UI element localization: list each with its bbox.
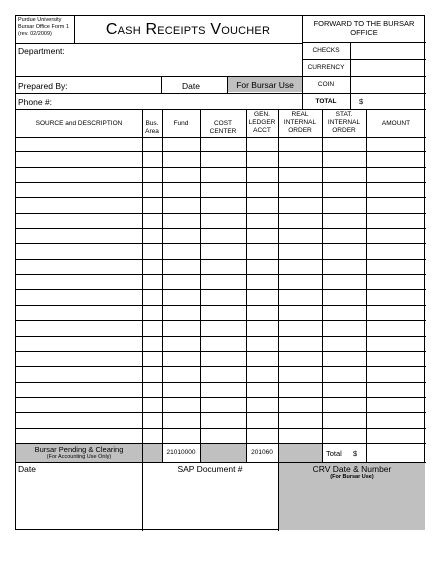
footer-date-label: Date [18,464,36,474]
checks-input[interactable] [352,44,424,58]
table-row[interactable] [16,291,426,306]
line-items-table [16,137,426,444]
table-row[interactable] [16,214,426,229]
col-cost-center: COST CENTER [209,120,237,135]
crv-box [279,463,425,530]
table-row[interactable] [16,337,426,352]
department-input[interactable] [68,44,298,74]
bursar-pending-sublabel: (For Accounting Use Only) [46,454,112,460]
total-label: TOTAL [315,98,337,105]
table-row[interactable] [16,306,426,321]
org-name: Purdue University [18,17,62,23]
col-bus-area: Bus. Area [145,120,159,135]
checks-label: CHECKS [312,47,340,54]
table-row[interactable] [16,183,426,198]
table-row[interactable] [16,352,426,367]
footer-dollar-sign: $ [353,449,358,458]
department-label: Department: [18,46,65,56]
table-row[interactable] [16,244,426,259]
form-title [74,21,302,39]
col-stat-order: STAT. INTERNAL ORDER [327,111,361,134]
table-row[interactable] [16,229,426,244]
phone-input[interactable] [56,94,296,108]
footer-total-label: Total [326,449,342,458]
table-row[interactable] [16,152,426,167]
col-real-order: REAL INTERNAL ORDER [283,111,317,134]
cash-receipts-voucher-form [15,15,425,530]
form-number: Bursar Office Form 1 [18,24,69,30]
crv-label: CRV Date & Number [312,464,392,474]
crv-sublabel: (For Bursar Use) [330,474,374,480]
table-row[interactable] [16,260,426,275]
bursar-pending-label: Bursar Pending & Clearing [34,445,124,454]
date-label: Date [182,81,200,91]
footer-total-input[interactable] [368,446,424,460]
forward-to: FORWARD TO THE BURSAR OFFICE [313,19,415,37]
org-info [18,17,74,38]
col-fund: Fund [173,120,189,127]
col-source-description: SOURCE and DESCRIPTION [35,120,123,127]
table-row[interactable] [16,367,426,382]
table-row[interactable] [16,413,426,428]
pending-ledger-value: 201060 [251,449,273,456]
for-bursar-use-box: For Bursar Use [228,77,302,92]
form-title-text: Cash Receipts Voucher [105,21,271,38]
prepared-by-input[interactable] [71,78,159,92]
table-row[interactable] [16,429,426,444]
prepared-by-label: Prepared By: [18,81,68,91]
total-input[interactable] [368,95,424,109]
phone-label: Phone #: [18,97,53,107]
pending-real-order-cell [279,444,322,462]
revision-date: (rev. 02/2009) [18,31,52,37]
coin-input[interactable] [352,78,424,92]
coin-label: COIN [317,81,335,88]
table-row[interactable] [16,383,426,398]
table-row[interactable] [16,398,426,413]
table-row[interactable] [16,321,426,336]
bursar-pending-box [16,444,142,462]
table-row[interactable] [16,198,426,213]
table-row[interactable] [16,137,426,152]
table-row[interactable] [16,275,426,290]
pending-fund-value: 21010000 [166,449,196,456]
currency-input[interactable] [352,61,424,75]
col-gen-ledger: GEN. LEDGER ACCT [248,111,276,134]
col-amount: AMOUNT [381,120,411,127]
pending-bus-area-cell [143,444,162,462]
pending-cost-center-cell [201,444,246,462]
sap-document-label: SAP Document # [177,464,243,474]
currency-label: CURRENCY [307,64,345,71]
table-row[interactable] [16,168,426,183]
total-dollar-sign: $ [359,97,364,106]
